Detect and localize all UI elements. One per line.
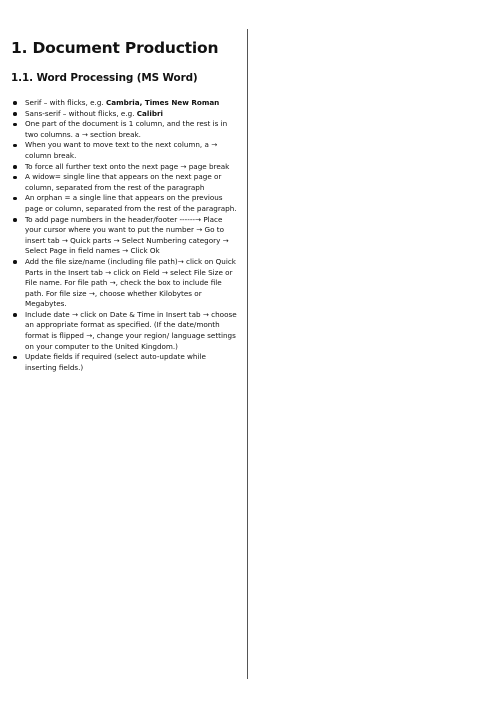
bullet-icon (13, 112, 17, 116)
list-item (11, 98, 237, 109)
column-divider (247, 29, 248, 679)
bullet-icon (13, 123, 17, 127)
list-item-text: Update fields if required (select auto-update while inserting fields.) (25, 352, 206, 372)
bullet-icon (13, 260, 17, 264)
list-item (11, 119, 237, 140)
list-item-text: One part of the document is 1 column, and the rest is in two columns. a → section break. (25, 119, 228, 139)
left-column (11, 38, 237, 373)
section-heading: 1. Document Production (11, 39, 219, 57)
list-item-text: An orphan = a single line that appears on the previous page or column, separated from the rest of the paragraph. (25, 193, 237, 213)
bullet-icon (13, 165, 17, 169)
list-item (11, 109, 237, 120)
list-item (11, 140, 237, 161)
list-item (11, 172, 237, 193)
bullet-icon (13, 101, 17, 105)
bullet-list (11, 98, 237, 373)
list-item-bold-text: Calibri (136, 108, 163, 118)
list-item-text: To add page numbers in the header/footer ------→ Place your cursor where you want to put the number → Go to insert tab → Quick parts → Select Numbering category → Select Page in field names → Click Ok (25, 214, 229, 256)
list-item (11, 310, 237, 352)
bullet-icon (13, 197, 17, 201)
bullet-icon (13, 144, 17, 148)
bullet-icon (13, 313, 17, 317)
subsection-heading: 1.1. Word Processing (MS Word) (11, 72, 198, 84)
list-item-text: To force all further text onto the next page → page break (25, 161, 230, 171)
list-item-text: A widow= single line that appears on the next page or column, separated from the rest of the paragraph (25, 172, 222, 192)
list-item (11, 162, 237, 173)
list-item-text: Serif – with flicks, e.g. (25, 98, 106, 107)
list-item-text: Include date → click on Date & Time in Insert tab → choose an appropriate format as specified. (If the date/month format is flipped →, change your region/ language settings on your computer to the United Kingdom.) (25, 309, 237, 351)
list-item-text: When you want to move text to the next column, a → column break. (25, 140, 218, 160)
list-item (11, 257, 237, 310)
list-item (11, 352, 237, 373)
list-item-text: Sans-serif – without flicks, e.g. (25, 108, 137, 118)
bullet-icon (13, 218, 17, 222)
bullet-icon (13, 176, 17, 180)
list-item (11, 215, 237, 257)
list-item (11, 193, 237, 214)
list-item-text: Add the file size/name (including file path)→ click on Quick Parts in the Insert tab → click on Field → select File Size or File name. For file path →, check the box to include file path. For file size →, choose whether Kilobytes or Megabytes. (25, 256, 236, 309)
list-item-bold-text: Cambria, Times New Roman (105, 98, 220, 107)
bullet-icon (13, 356, 17, 360)
